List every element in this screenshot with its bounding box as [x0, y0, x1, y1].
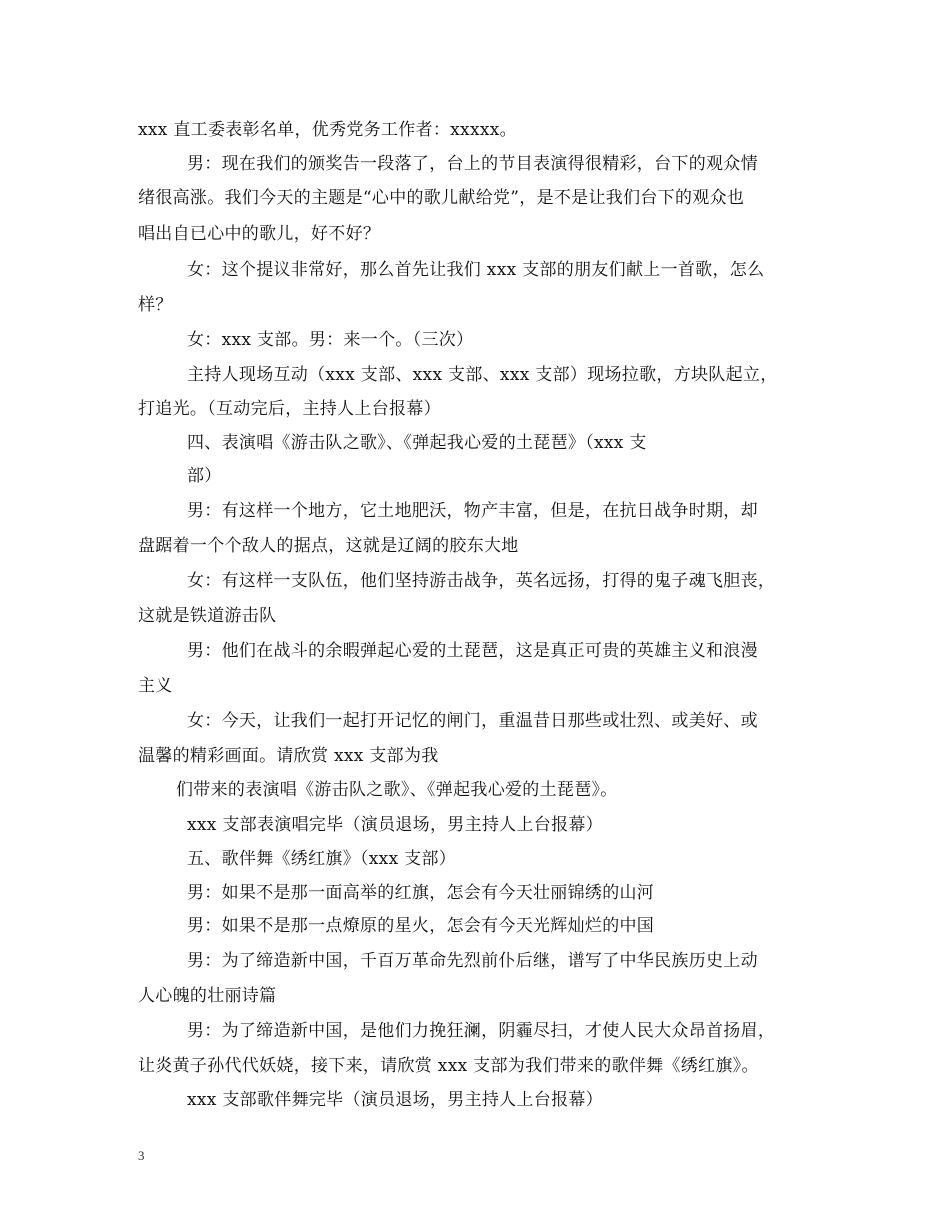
text-line: 女：这个提议非常好，那么首先让我们 xxx 支部的朋友们献上一首歌，怎么: [187, 260, 765, 280]
text-line: 五、歌伴舞《绣红旗》（xxx 支部）: [187, 849, 457, 869]
text-line: 男：为了缔造新中国，是他们力挽狂澜，阴霾尽扫，才使人民大众昂首扬眉，: [187, 1021, 776, 1041]
text-line: 女：今天，让我们一起打开记忆的闸门，重温昔日那些或壮烈、或美好、或: [187, 711, 758, 731]
text-line: 温馨的精彩画面。请欣赏 xxx 支部为我: [138, 746, 439, 766]
text-line: 男：有这样一个地方，它土地肥沃，物产丰富，但是，在抗日战争时期，却: [187, 501, 758, 521]
text-line: 主持人现场互动（xxx 支部、xxx 支部、xxx 支部）现场拉歌，方块队起立，: [187, 365, 778, 385]
text-line: 四、表演唱《游击队之歌》、《弹起我心爱的土琵琶》（xxx 支: [187, 433, 647, 453]
text-line: 绪很高涨。我们今天的主题是“心中的歌儿献给党”，是不是让我们台下的观众也: [138, 188, 745, 208]
text-line: 男：如果不是那一面高举的红旗，怎会有今天壮丽锦绣的山河: [187, 883, 655, 903]
text-line: 男：他们在战斗的余暇弹起心爱的土琵琶，这是真正可贵的英雄主义和浪漫: [187, 641, 758, 661]
text-line: 男：现在我们的颁奖告一段落了，台上的节目表演得很精彩，台下的观众情: [187, 154, 758, 174]
text-line: xxx 支部表演唱完毕（演员退场，男主持人上台报幕）: [187, 815, 603, 835]
text-line: 样？: [138, 295, 173, 315]
text-line: 让炎黄子孙代代妖娆，接下来，请欣赏 xxx 支部为我们带来的歌伴舞《绣红旗》。: [138, 1056, 759, 1076]
text-line: 这就是铁道游击队: [138, 606, 277, 626]
text-line: xxx 直工委表彰名单，优秀党务工作者：xxxxx。: [138, 120, 517, 140]
text-line: 主义: [138, 676, 173, 696]
text-line: 男：如果不是那一点燎原的星火，怎会有今天光辉灿烂的中国: [187, 916, 655, 936]
text-line: xxx 支部歌伴舞完毕（演员退场，男主持人上台报幕）: [187, 1090, 603, 1110]
text-line: 人心魄的壮丽诗篇: [138, 986, 277, 1006]
text-line: 唱出自已心中的歌儿，好不好？: [138, 224, 381, 244]
text-line: 盘踞着一个个敌人的据点，这就是辽阔的胶东大地: [138, 536, 519, 556]
text-line: 打追光。（互动完后，主持人上台报幕）: [138, 399, 441, 419]
text-line: 们带来的表演唱《游击队之歌》、《弹起我心爱的土琵琶》。: [176, 780, 618, 800]
text-line: 女：xxx 支部。男：来一个。（三次）: [187, 330, 474, 350]
text-line: 男：为了缔造新中国，千百万革命先烈前仆后继，谱写了中华民族历史上动: [187, 951, 758, 971]
page-number: 3: [138, 1148, 145, 1163]
text-line: 女：有这样一支队伍，他们坚持游击战争，英名远扬，打得的鬼子魂飞胆丧，: [187, 571, 776, 591]
text-line: 部）: [187, 466, 222, 486]
